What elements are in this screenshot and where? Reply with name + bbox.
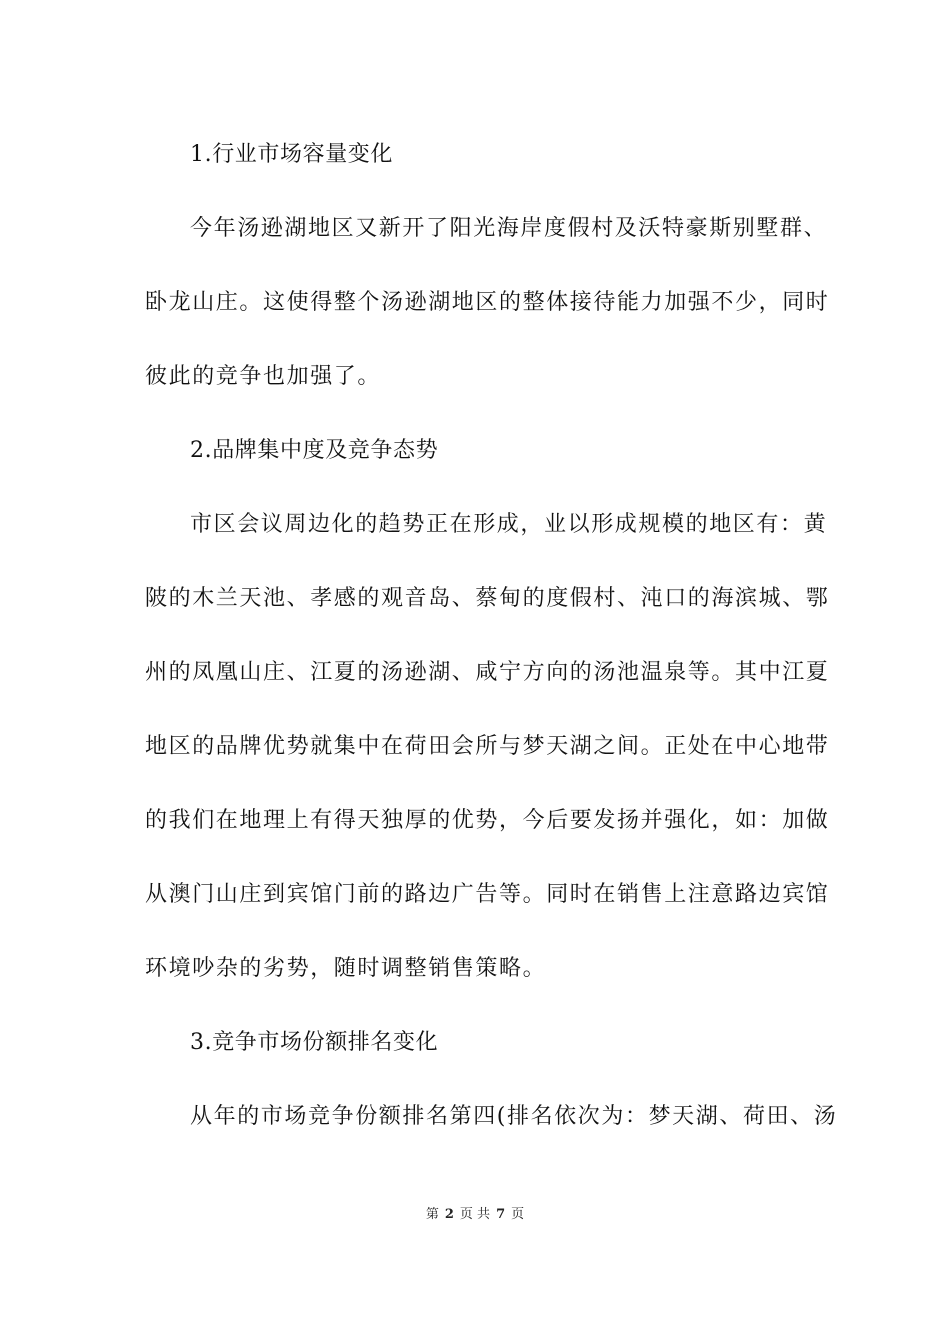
paragraph-line: 州的凤凰山庄、江夏的汤逊湖、咸宁方向的汤池温泉等。其中江夏 bbox=[145, 660, 830, 685]
current-page-number: 2 bbox=[444, 1207, 454, 1222]
section-heading-3: 3.竞争市场份额排名变化 bbox=[190, 1030, 439, 1055]
paragraph-line: 今年汤逊湖地区又新开了阳光海岸度假村及沃特豪斯别墅群、 bbox=[190, 216, 828, 241]
paragraph-line: 陂的木兰天池、孝感的观音岛、蔡甸的度假村、沌口的海滨城、鄂 bbox=[145, 586, 830, 611]
total-page-number: 7 bbox=[496, 1207, 506, 1222]
footer-prefix: 第 bbox=[425, 1207, 439, 1222]
section-heading-2: 2.品牌集中度及竞争态势 bbox=[190, 438, 439, 463]
paragraph-line: 从年的市场竞争份额排名第四(排名依次为：梦天湖、荷田、汤 bbox=[190, 1104, 838, 1129]
paragraph-line: 从澳门山庄到宾馆门前的路边广告等。同时在销售上注意路边宾馆 bbox=[145, 882, 830, 907]
footer-middle: 页 共 bbox=[459, 1207, 491, 1222]
paragraph-line: 环境吵杂的劣势，随时调整销售策略。 bbox=[145, 956, 547, 981]
paragraph-line: 卧龙山庄。这使得整个汤逊湖地区的整体接待能力加强不少，同时 bbox=[145, 290, 830, 315]
paragraph-line: 市区会议周边化的趋势正在形成，业以形成规模的地区有：黄 bbox=[190, 512, 828, 537]
section-heading-1: 1.行业市场容量变化 bbox=[190, 142, 393, 167]
paragraph-line: 地区的品牌优势就集中在荷田会所与梦天湖之间。正处在中心地带 bbox=[145, 734, 830, 759]
footer-suffix: 页 bbox=[511, 1207, 525, 1222]
paragraph-line: 的我们在地理上有得天独厚的优势，今后要发扬并强化，如：加做 bbox=[145, 808, 830, 833]
page-footer bbox=[0, 1206, 950, 1224]
paragraph-line: 彼此的竞争也加强了。 bbox=[145, 364, 382, 389]
